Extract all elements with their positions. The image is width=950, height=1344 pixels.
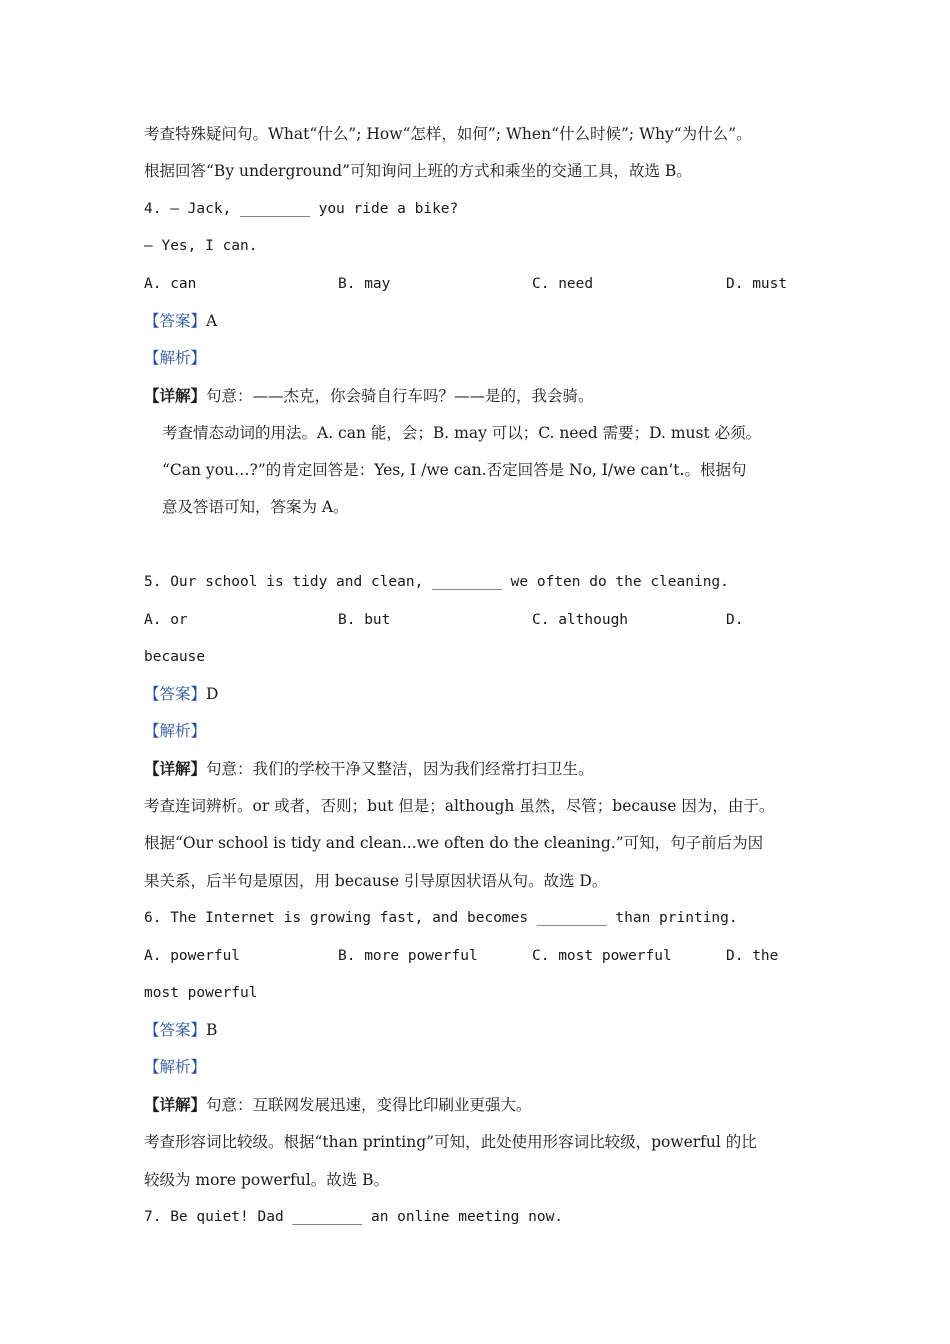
q6-stem: 6. The Internet is growing fast, and becomes ________ than printing. <box>144 910 738 926</box>
q4-option-a: A. can <box>144 276 197 292</box>
answer-tag: 【答案】 <box>144 1021 207 1039</box>
q5-option-a: A. or <box>144 612 188 628</box>
q6-analysis-tag: 【解析】 <box>144 1058 207 1076</box>
q5-explain-line3: 果关系，后半句是原因，用 because 引导原因状语从句。故选 D。 <box>144 872 608 890</box>
q6-option-b: B. more powerful <box>338 948 478 964</box>
q3-explain-line1: 考查特殊疑问句。What“什么”; How“怎样，如何”; When“什么时候”; Why“为什么”。 <box>144 125 752 143</box>
answer-value: A <box>206 312 218 330</box>
q5-explain-line2: 根据“Our school is tidy and clean...we often do the cleaning.”可知，句子前后为因 <box>144 834 764 852</box>
q6-answer <box>144 1020 217 1040</box>
answer-tag: 【答案】 <box>144 685 207 703</box>
detail-text: 句意：我们的学校干净又整洁，因为我们经常打扫卫生。 <box>206 760 594 778</box>
q6-option-c: C. most powerful <box>532 948 672 964</box>
q3-explain-line2: 根据回答“By underground”可知询问上班的方式和乘坐的交通工具，故选 B。 <box>144 162 692 180</box>
q4-stem: 4. — Jack, ________ you ride a bike? <box>144 201 459 217</box>
q5-option-d: D. <box>726 612 744 628</box>
q4-explain-line1: 考查情态动词的用法。A. can 能，会；B. may 可以；C. need 需要；D. must 必须。 <box>162 424 762 442</box>
detail-text: 句意：互联网发展迅速，变得比印刷业更强大。 <box>206 1096 532 1114</box>
q6-option-d: D. the <box>726 948 779 964</box>
q4-option-b: B. may <box>338 276 391 292</box>
answer-value: B <box>206 1021 218 1039</box>
q4-explain-line3: 意及答语可知，答案为 A。 <box>162 498 349 516</box>
q6-option-d-wrap: most powerful <box>144 985 258 1001</box>
q5-analysis-tag: 【解析】 <box>144 722 207 740</box>
q4-detail <box>144 386 594 406</box>
q4-analysis-tag: 【解析】 <box>144 349 207 367</box>
q4-reply: — Yes, I can. <box>144 238 258 254</box>
q7-stem: 7. Be quiet! Dad ________ an online meeting now. <box>144 1209 564 1225</box>
detail-text: 句意：——杰克，你会骑自行车吗？——是的，我会骑。 <box>206 387 594 405</box>
q5-explain-line1: 考查连词辨析。or 或者，否则；but 但是；although 虽然，尽管；because 因为，由于。 <box>144 797 775 815</box>
answer-value: D <box>206 685 219 703</box>
q5-option-c: C. although <box>532 612 629 628</box>
detail-tag: 【详解】 <box>144 386 207 405</box>
q6-explain-line2: 较级为 more powerful。故选 B。 <box>144 1171 390 1189</box>
q4-option-d: D. must <box>726 276 788 292</box>
q4-option-c: C. need <box>532 276 594 292</box>
q4-answer <box>144 311 217 331</box>
q5-option-d-wrap: because <box>144 649 206 665</box>
q4-explain-line2: “Can you…?”的肯定回答是：Yes, I /we can.否定回答是 No, I/we can’t.。根据句 <box>162 461 747 479</box>
q5-answer <box>144 684 218 704</box>
detail-tag: 【详解】 <box>144 1095 207 1114</box>
detail-tag: 【详解】 <box>144 759 207 778</box>
q6-option-a: A. powerful <box>144 948 241 964</box>
q5-stem: 5. Our school is tidy and clean, ________ we often do the cleaning. <box>144 574 729 590</box>
q5-option-b: B. but <box>338 612 391 628</box>
answer-tag: 【答案】 <box>144 312 207 330</box>
q6-detail <box>144 1095 532 1115</box>
q6-explain-line1: 考查形容词比较级。根据“than printing”可知，此处使用形容词比较级，powerful 的比 <box>144 1133 757 1151</box>
q5-detail <box>144 759 594 779</box>
